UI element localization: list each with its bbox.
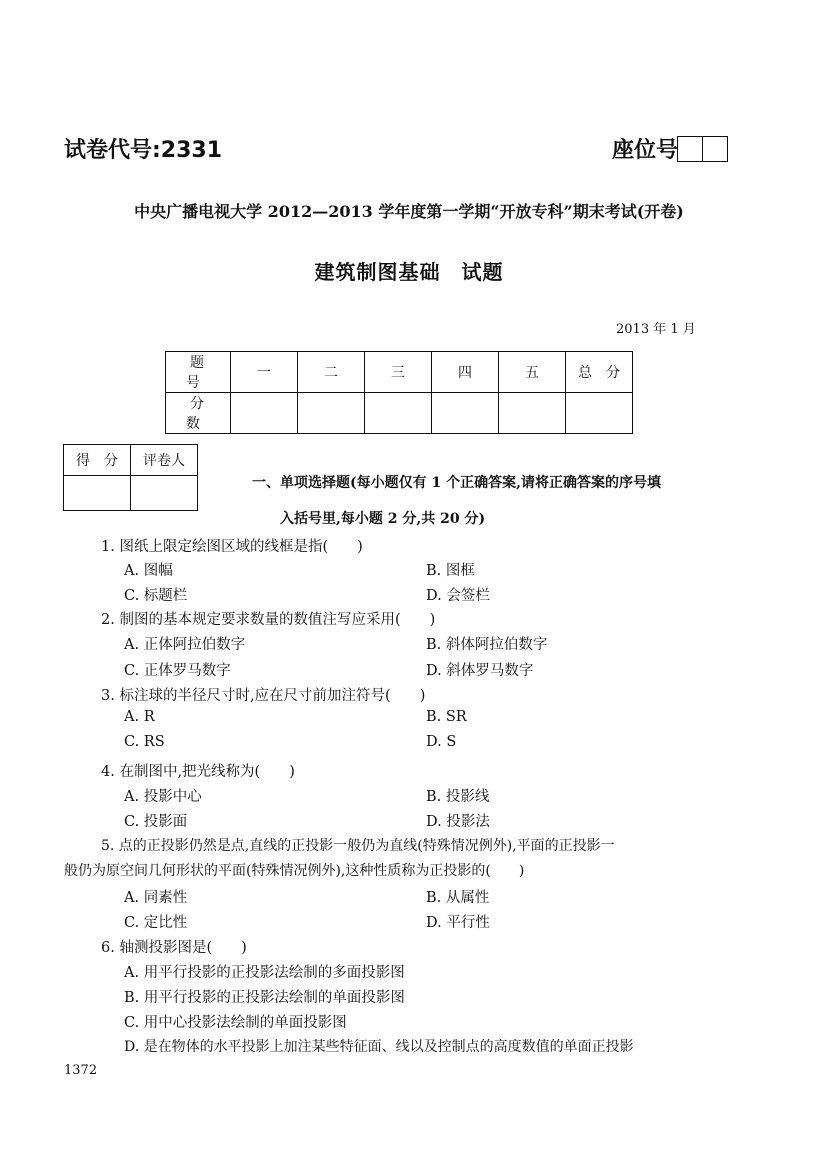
seat-box [702, 136, 728, 162]
score-header-cell: 题 号 [166, 352, 231, 393]
grader-table [63, 444, 198, 511]
grader-score-label: 得 分 [64, 445, 131, 476]
grader-score-cell[interactable] [64, 476, 131, 511]
grader-name-label: 评卷人 [131, 445, 198, 476]
question-stem: 5. 点的正投影仍然是点,直线的正投影一般仍为直线(特殊情况例外),平面的正投影一 [101, 838, 615, 854]
option[interactable]: A. 用平行投影的正投影法绘制的多面投影图 [124, 965, 405, 981]
question-stem: 6. 轴测投影图是( ) [101, 940, 247, 956]
score-header-cell: 二 [298, 352, 365, 393]
section-heading-line2: 入括号里,每小题 2 分,共 20 分) [280, 511, 486, 527]
option[interactable]: D. S [426, 734, 457, 750]
option[interactable]: B. 图框 [426, 563, 475, 579]
question-stem: 1. 图纸上限定绘图区域的线框是指( ) [101, 539, 363, 555]
score-row-label: 分 数 [166, 393, 231, 434]
option[interactable]: A. R [124, 709, 155, 725]
option[interactable]: D. 投影法 [426, 814, 490, 830]
score-value-row [166, 393, 633, 434]
grader-header-row [64, 445, 198, 476]
option[interactable]: D. 是在物体的水平投影上加注某些特征面、线以及控制点的高度数值的单面正投影 [124, 1039, 634, 1055]
option[interactable]: A. 正体阿拉伯数字 [124, 637, 246, 653]
score-header-cell: 五 [499, 352, 566, 393]
option[interactable]: C. 标题栏 [124, 588, 188, 604]
exam-date: 2013 年 1 月 [616, 322, 696, 337]
seat-label: 座位号 [612, 138, 679, 163]
option[interactable]: C. RS [124, 734, 165, 750]
option[interactable]: A. 图幅 [124, 563, 173, 579]
grader-value-row [64, 476, 198, 511]
option[interactable]: B. 投影线 [426, 789, 490, 805]
option[interactable]: B. 从属性 [426, 890, 490, 906]
grader-name-cell[interactable] [131, 476, 198, 511]
score-header-cell: 一 [231, 352, 298, 393]
page-number: 1372 [64, 1063, 98, 1078]
option[interactable]: C. 正体罗马数字 [124, 663, 231, 679]
score-cell[interactable] [231, 393, 298, 434]
score-cell[interactable] [432, 393, 499, 434]
option[interactable]: C. 投影面 [124, 814, 188, 830]
option[interactable]: A. 投影中心 [124, 789, 202, 805]
paper-code: 试卷代号:2331 [64, 138, 223, 163]
option[interactable]: B. SR [426, 709, 467, 725]
option[interactable]: B. 用平行投影的正投影法绘制的单面投影图 [124, 990, 405, 1006]
score-cell[interactable] [566, 393, 633, 434]
score-cell[interactable] [298, 393, 365, 434]
option[interactable]: A. 同素性 [124, 890, 188, 906]
option[interactable]: C. 定比性 [124, 915, 188, 931]
question-stem: 2. 制图的基本规定要求数量的数值注写应采用( ) [101, 612, 436, 628]
seat-box [677, 136, 703, 162]
question-stem: 3. 标注球的半径尺寸时,应在尺寸前加注符号( ) [101, 688, 426, 704]
option[interactable]: C. 用中心投影法绘制的单面投影图 [124, 1015, 347, 1031]
score-header-cell: 三 [365, 352, 432, 393]
option[interactable]: B. 斜体阿拉伯数字 [426, 637, 548, 653]
exam-subtitle: 中央广播电视大学 2012—2013 学年度第一学期“开放专科”期末考试(开卷) [134, 202, 684, 221]
section-heading-line1: 一、单项选择题(每小题仅有 1 个正确答案,请将正确答案的序号填 [252, 475, 661, 491]
seat-number [612, 133, 728, 164]
score-table [165, 351, 633, 434]
exam-title: 建筑制图基础 试题 [314, 260, 504, 284]
question-stem: 4. 在制图中,把光线称为( ) [101, 764, 295, 780]
question-stem-continued: 般仍为原空间几何形状的平面(特殊情况例外),这种性质称为正投影的( ) [64, 863, 525, 879]
option[interactable]: D. 斜体罗马数字 [426, 663, 534, 679]
score-cell[interactable] [365, 393, 432, 434]
score-header-row [166, 352, 633, 393]
score-cell[interactable] [499, 393, 566, 434]
score-header-cell: 四 [432, 352, 499, 393]
section-heading [252, 465, 752, 537]
option[interactable]: D. 会签栏 [426, 588, 490, 604]
score-header-cell: 总 分 [566, 352, 633, 393]
option[interactable]: D. 平行性 [426, 915, 490, 931]
